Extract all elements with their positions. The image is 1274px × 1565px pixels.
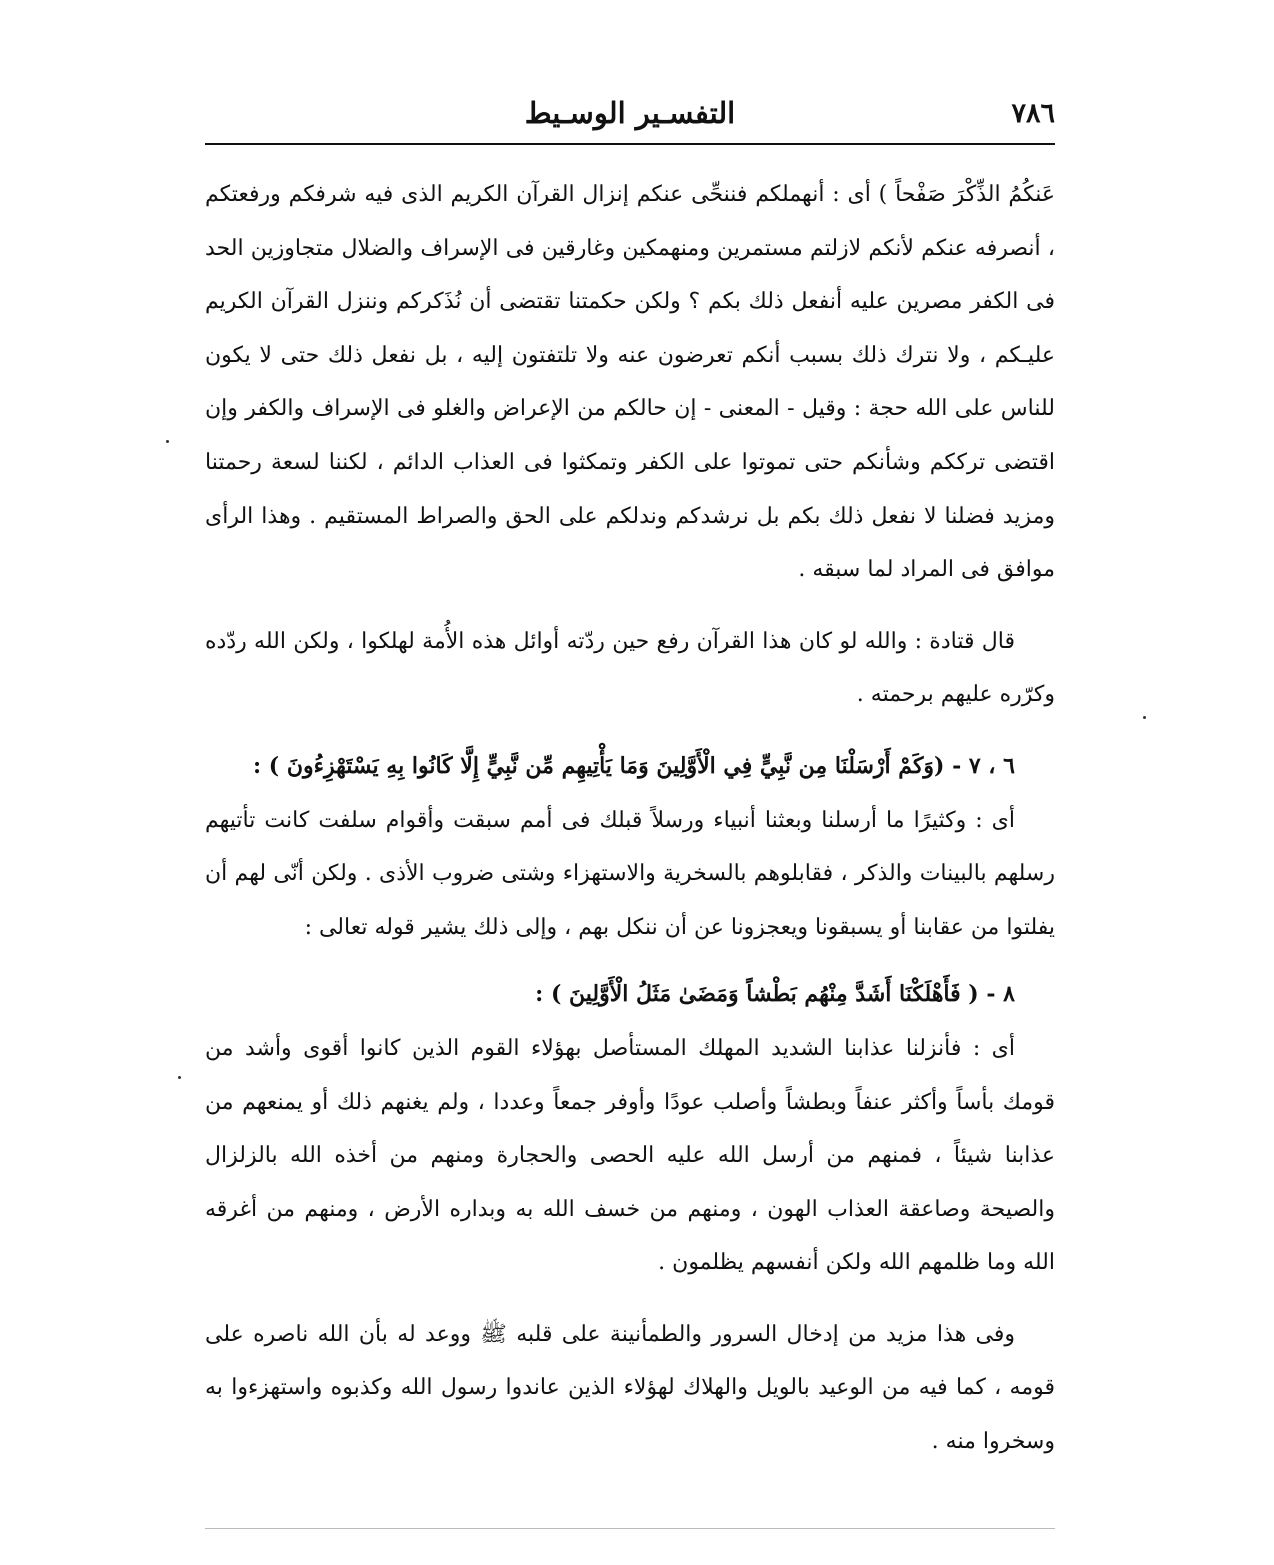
page-number: ٧٨٦ <box>1011 98 1055 129</box>
scan-speck <box>178 1076 181 1079</box>
paragraph-gap <box>205 1290 1055 1308</box>
bottom-scan-line <box>205 1528 1055 1529</box>
verse-heading-8: ٨ - ( فَأَهْلَكْنَا أَشَدَّ مِنْهُم بَطْشاً وَمَضَىٰ مَثَلُ الْأَوَّلِينَ ) : <box>535 981 1015 1008</box>
scan-speck <box>166 440 169 443</box>
paragraph-gap <box>205 597 1055 615</box>
verse-heading-6-7: ٦ ، ٧ - (وَكَمْ أَرْسَلْنَا مِن نَّبِيٍّ فِي الْأَوَّلِينَ وَمَا يَأْتِيهِم مِّن نَّبِيٍّ إِلَّا كَانُوا بِهِ يَسْتَهْزِءُونَ ) : <box>252 752 1015 779</box>
paragraph-verse-8-explanation: أى : فأنزلنا عذابنا الشديد المهلك المستأصل بهؤلاء القوم الذين كانوا أقوى وأشد من قومك بأساً وأكثر عنفاً وبطشاً وأصلب عودًا وأوفر جمعاً وعددا ، ولم يغنهم ذلك أو يمنعهم من عذابنا شيئاً ، فمنهم من أرسل الله عليه الحصى والحجارة ومنهم من أخذه الله بالزلزال والصيحة وصاعقة العذاب الهون ، ومنهم من خسف الله به وبداره الأرض ، ومنهم من أغرقه الله وما ظلمهم الله ولكن أنفسهم يظلمون . <box>205 1035 1055 1276</box>
paragraph-verse-6-7-explanation: أى : وكثيرًا ما أرسلنا وبعثنا أنبياء ورسلاً قبلك فى أمم سبقت وأقوام سلفت كانت تأتيهم رسلهم بالبينات والذكر ، فقابلوهم بالسخرية والاستهزاء وشتى ضروب الأذى . ولكن أنّى لهم أن يفلتوا من عقابنا أو يسبقونا ويعجزونا عن أن ننكل بهم ، وإلى ذلك يشير قوله تعالى : <box>205 807 1055 940</box>
paragraph-gap <box>205 722 1055 740</box>
scan-speck <box>1143 716 1146 719</box>
paragraph-closing-remark: وفى هذا مزيد من إدخال السرور والطمأنينة على قلبه ﷺ ووعد له بأن الله ناصره على قومه ، كما فيه من الوعيد بالويل والهلاك لهؤلاء الذين عاندوا رسول الله وكذبوه واستهزءوا به وسخروا منه . <box>205 1321 1055 1455</box>
paragraph-tafsir-continuation: عَنكُمُ الذِّكْرَ صَفْحاً ) أى : أنهملكم فننحِّى عنكم إنزال القرآن الكريم الذى فيه شرفكم ورفعتكم ، أنصرفه عنكم لأنكم لازلتم مستمرين ومنهمكين وغارقين فى الإسراف والضلال متجاوزين الحد فى الكفر مصرين عليه أنفعل ذلك بكم ؟ ولكن حكمتنا تقتضى أن نُذَكركم وننزل القرآن الكريم عليـكم ، ولا نترك ذلك بسبب أنكم تعرضون عنه ولا تلتفتون إليه ، بل نفعل ذلك حتى لا يكون للناس على الله حجة : وقيل - المعنى - إن حالكم من الإعراض والغلو فى الإسراف والكفر وإن اقتضى ترككم وشأنكم حتى تموتوا على الكفر وتمكثوا فى العذاب الدائم ، لكننا لسعة رحمتنا ومزيد فضلنا لا نفعل ذلك بكم بل نرشدكم وندلكم على الحق والصراط المستقيم . وهذا الرأى موافق فى المراد لما سبقه . <box>205 182 1055 583</box>
header-divider <box>205 143 1055 145</box>
running-title: التفسـير الوسـيط <box>524 96 736 130</box>
paragraph-qatada-quote: قال قتادة : والله لو كان هذا القرآن رفع حين ردّته أوائل هذه الأُمة لهلكوا ، ولكن الله ردّده وكرّره عليهم برحمته . <box>205 628 1055 708</box>
page-header <box>205 96 1055 140</box>
page-body <box>205 168 1055 1469</box>
paragraph-gap <box>205 954 1055 968</box>
